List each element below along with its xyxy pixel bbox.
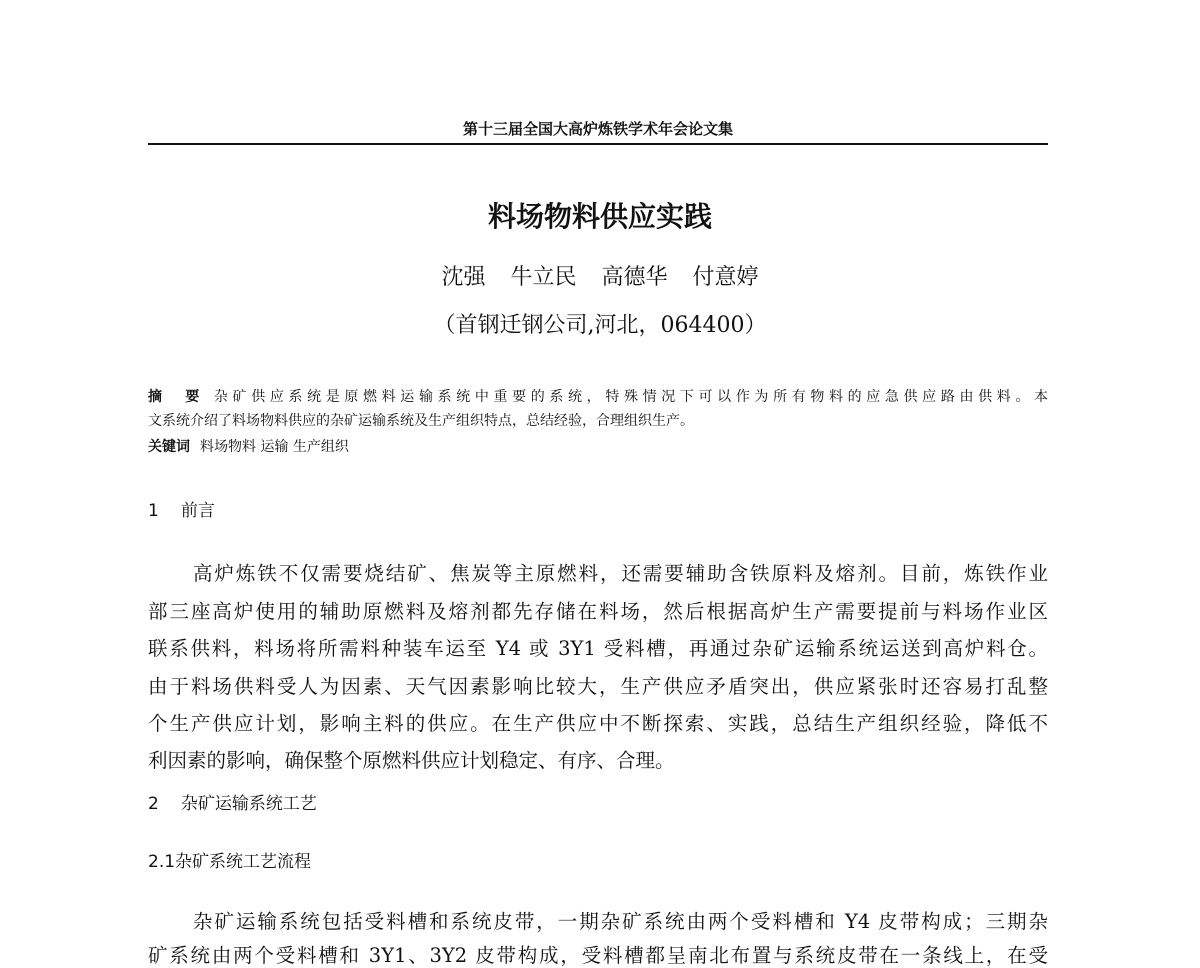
paper-title: 料场物料供应实践 xyxy=(487,200,712,233)
author: 高德华 xyxy=(601,265,668,290)
author: 牛立民 xyxy=(510,265,577,290)
abstract-line xyxy=(148,386,1048,406)
section-number: 2.1 xyxy=(148,852,176,872)
authors xyxy=(0,260,1200,291)
section-title: 杂矿系统工艺流程 xyxy=(175,852,312,872)
keywords-text: 料场物料 运输 生产组织 xyxy=(200,439,349,455)
author: 付意婷 xyxy=(692,265,759,290)
section-title: 杂矿运输系统工艺 xyxy=(180,794,317,814)
body-line: 部三座高炉使用的辅助原燃料及熔剂都先存储在料场，然后根据高炉生产需要提前与料场作业区 xyxy=(148,600,1048,623)
body-line: 联系供料，料场将所需料种装车运至 Y4 或 3Y1 受料槽，再通过杂矿运输系统运送到高炉料仓。 xyxy=(148,637,1048,660)
keywords xyxy=(148,436,1048,456)
keywords-label: 关键词 xyxy=(148,439,190,455)
affiliation: （首钢迁钢公司,河北，064400） xyxy=(433,313,767,338)
section-number: 2 xyxy=(148,794,159,814)
abstract-label: 摘 要 xyxy=(148,389,204,405)
abstract-line: 文系统介绍了料场物料供应的杂矿运输系统及生产组织特点，总结经验，合理组织生产。 xyxy=(148,413,694,429)
body-line: 高炉炼铁不仅需要烧结矿、焦炭等主原燃料，还需要辅助含铁原料及熔剂。目前，炼铁作业 xyxy=(193,562,1048,585)
abstract-text: 杂矿供应系统是原燃料运输系统中重要的系统，特殊情况下可以作为所有物料的应急供应路由供料。本 xyxy=(213,389,1049,405)
body-line: 矿系统由两个受料槽和 3Y1、3Y2 皮带构成，受料槽都呈南北布置与系统皮带在一条线上，在受 xyxy=(148,944,1048,967)
body-line: 利因素的影响，确保整个原燃料供应计划稳定、有序、合理。 xyxy=(148,749,675,772)
subsection-heading xyxy=(148,847,311,872)
running-header: 第十三届全国大高炉炼铁学术年会论文集 xyxy=(462,120,733,138)
body-line: 个生产供应计划，影响主料的供应。在生产供应中不断探索、实践，总结生产组织经验，降低不 xyxy=(148,712,1048,735)
body-line: 杂矿运输系统包括受料槽和系统皮带，一期杂矿系统由两个受料槽和 Y4 皮带构成；三期杂 xyxy=(193,910,1048,933)
header-rule xyxy=(148,143,1048,145)
section-heading xyxy=(148,789,317,814)
section-heading xyxy=(148,496,215,521)
section-title: 前言 xyxy=(180,501,215,521)
section-number: 1 xyxy=(148,501,159,521)
author: 沈强 xyxy=(441,265,486,290)
body-line: 由于料场供料受人为因素、天气因素影响比较大，生产供应矛盾突出，供应紧张时还容易打乱整 xyxy=(148,675,1048,698)
